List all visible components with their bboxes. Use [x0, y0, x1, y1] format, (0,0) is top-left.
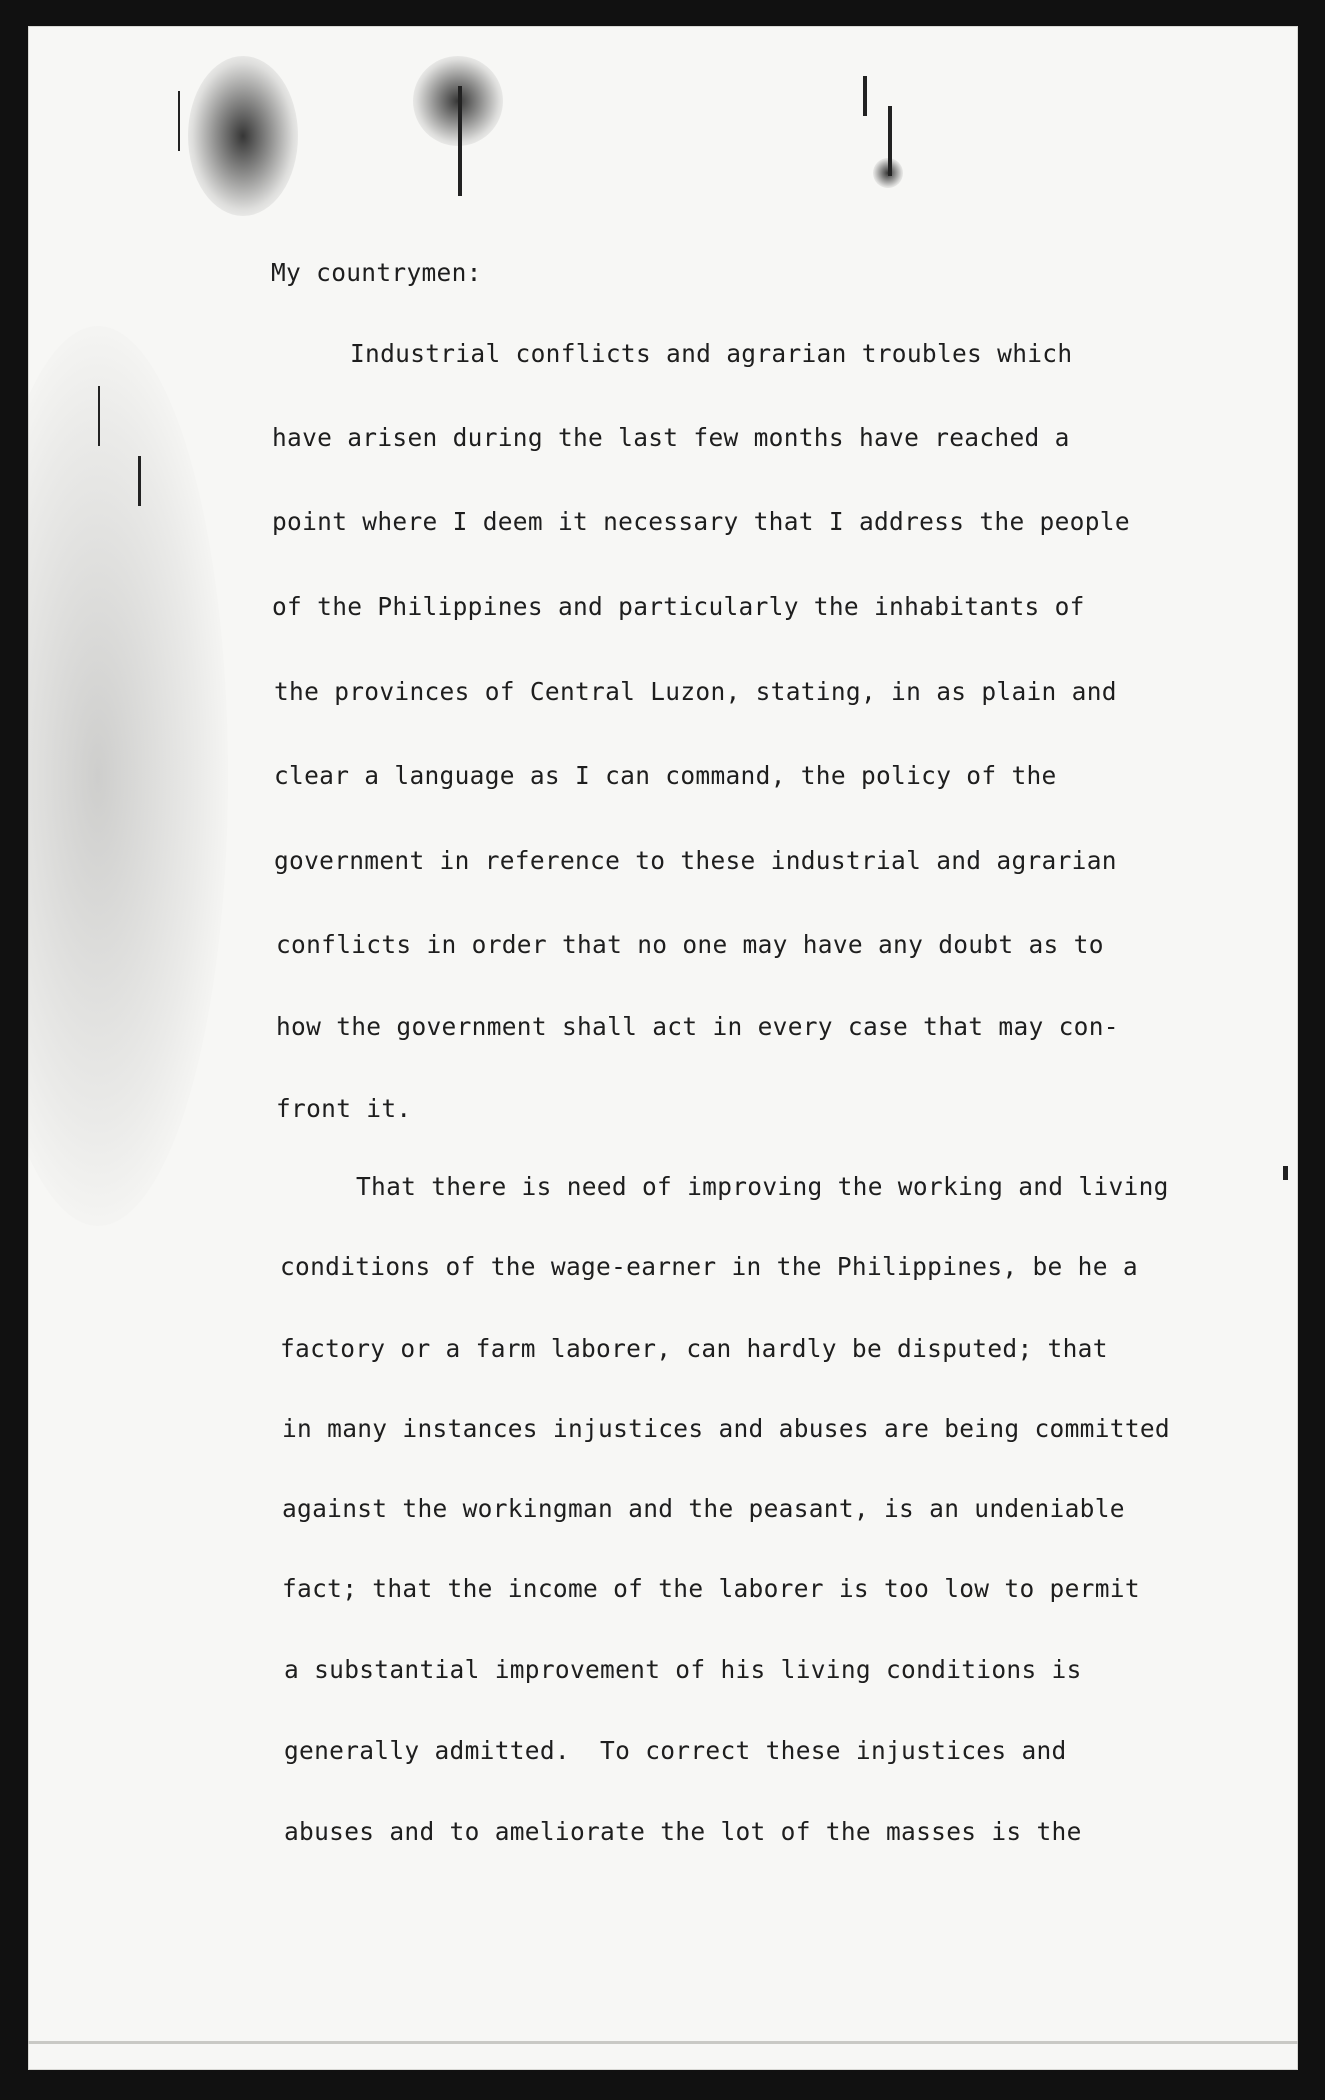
- text-line: in many instances injustices and abuses are being committed: [282, 1414, 1170, 1443]
- text-line: point where I deem it necessary that I address the people: [272, 507, 1130, 536]
- text-line: conflicts in order that no one may have any doubt as to: [276, 930, 1104, 959]
- document-page: [28, 26, 1298, 2070]
- margin-mark: [458, 86, 462, 196]
- text-line: That there is need of improving the working and living: [356, 1172, 1169, 1201]
- text-line: Industrial conflicts and agrarian troubles which: [350, 339, 1073, 368]
- text-line: front it.: [276, 1094, 412, 1123]
- margin-mark: [863, 76, 867, 116]
- text-line: clear a language as I can command, the policy of the: [274, 761, 1057, 790]
- margin-mark: [138, 456, 141, 506]
- text-line: how the government shall act in every case that may con-: [276, 1012, 1119, 1041]
- text-line: factory or a farm laborer, can hardly be disputed; that: [280, 1334, 1108, 1363]
- text-line: the provinces of Central Luzon, stating, in as plain and: [274, 677, 1117, 706]
- text-line: government in reference to these industrial and agrarian: [274, 846, 1117, 875]
- text-line: conditions of the wage-earner in the Philippines, be he a: [280, 1252, 1138, 1281]
- margin-mark: [888, 106, 892, 176]
- margin-mark: [1283, 1166, 1288, 1180]
- text-line: fact; that the income of the laborer is too low to permit: [282, 1574, 1140, 1603]
- text-line: have arisen during the last few months have reached a: [272, 423, 1070, 452]
- scan-shadow: [28, 326, 228, 1226]
- text-line: of the Philippines and particularly the inhabitants of: [272, 592, 1085, 621]
- text-line: against the workingman and the peasant, is an undeniable: [282, 1494, 1125, 1523]
- punch-hole-smudge: [188, 56, 298, 216]
- margin-mark: [178, 91, 180, 151]
- salutation: My countrymen:: [271, 258, 482, 287]
- text-line: a substantial improvement of his living conditions is: [284, 1655, 1082, 1684]
- margin-mark: [98, 386, 100, 446]
- text-line: generally admitted. To correct these injustices and: [284, 1736, 1067, 1765]
- text-line: abuses and to ameliorate the lot of the masses is the: [284, 1817, 1082, 1846]
